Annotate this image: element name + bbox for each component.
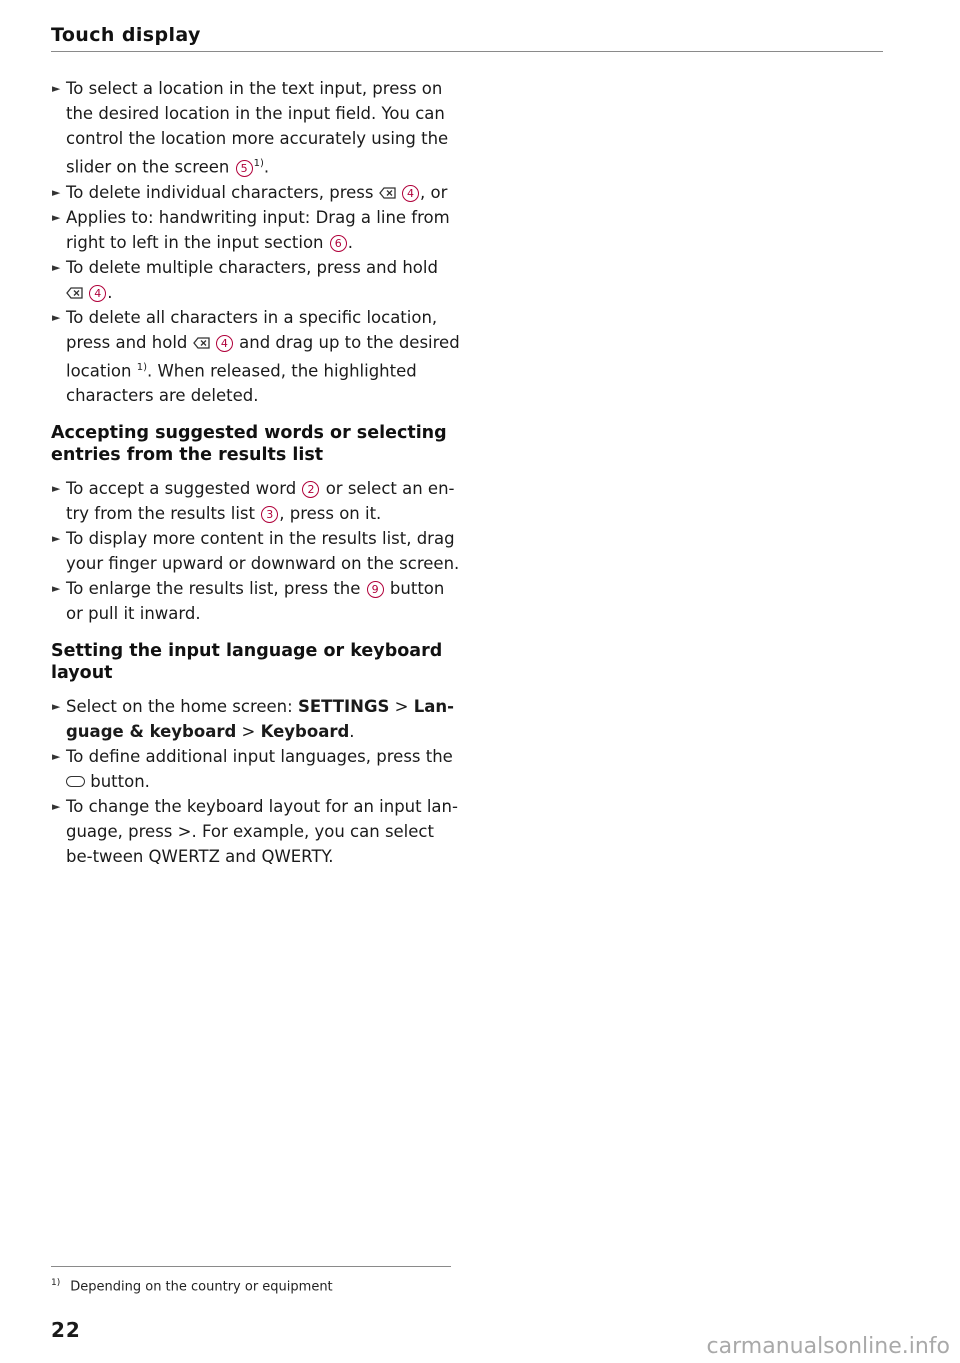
section-heading-input-language: Setting the input language or keyboard layout [51,641,443,683]
callout-number: 2 [302,481,319,498]
footnote [51,1278,333,1294]
bullet-triangle-icon: ► [52,482,61,495]
section1-list [51,76,461,408]
list-item: ► Applies to: handwriting input: Drag a line from right to left in the input section 6 . [51,205,461,255]
bullet-triangle-icon: ► [52,210,61,224]
callout-number: 4 [216,335,233,352]
footnote-ref: 1) [253,158,264,169]
bullet-triangle-icon: ► [52,700,61,713]
callout-number: 4 [89,285,106,302]
backspace-icon [66,287,83,299]
bullet-triangle-icon: ► [52,800,61,813]
menu-path-keyboard: Keyboard [260,722,350,741]
page-number: 22 [51,1318,81,1342]
content-column [51,76,461,869]
list-item: ► To display more content in the results list, drag your finger upward or downward on the screen. [51,526,461,576]
list-item: ► To enlarge the results list, press the 9 button or pull it inward. [51,576,461,626]
list-item: ► To delete multiple characters, press and hold 4 . [51,255,461,305]
bullet-triangle-icon: ► [52,532,61,545]
header-divider [51,51,883,52]
list-item: ► To delete individual characters, press 4 , or [51,180,461,205]
footnote-text: Depending on the country or equipment [70,1279,333,1295]
bullet-triangle-icon: ► [52,310,61,324]
callout-number: 6 [330,235,347,252]
callout-number: 4 [402,185,419,202]
menu-path-settings: SETTINGS [297,697,390,716]
menu-path-language-keyboard: Lan-guage & keyboard [66,697,454,741]
list-item: ► To accept a suggested word 2 or select an en-try from the results list 3 , press on it. [51,476,461,526]
page-header-title: Touch display [51,24,201,46]
section3-list [51,694,461,869]
list-item: ► To define additional input languages, press the button. [51,744,461,794]
bullet-triangle-icon: ► [52,582,61,595]
footnote-mark: 1) [51,1278,61,1288]
backspace-icon [379,187,396,199]
footnote-divider [51,1266,451,1267]
list-item: ► To delete all characters in a specific location, press and hold 4 and drag up to the desired location $^{1)}$. When released, the highlighted characters are deleted. [51,305,461,409]
bullet-triangle-icon: ► [52,260,61,274]
backspace-icon [193,337,210,349]
list-item: ► To select a location in the text input, press on the desired location in the input field. You can control the location more accurately using the slider on the screen 5 $^{1)}$. [51,76,461,180]
footnote-ref: 1) [136,361,147,373]
watermark: carmanualsonline.info [706,1334,950,1359]
list-item: ► To change the keyboard layout for an input lan-guage, press >. For example, you can select be-tween QWERTZ and QWERTY. [51,794,461,869]
list-item: ► Select on the home screen: SETTINGS > Lan-guage & keyboard > Keyboard. [51,694,461,744]
bullet-triangle-icon: ► [52,185,61,199]
toggle-switch-icon [66,776,85,787]
callout-number: 5 [236,160,253,177]
callout-number: 9 [367,581,384,598]
callout-number: 3 [261,506,278,523]
bullet-triangle-icon: ► [52,82,61,95]
bullet-triangle-icon: ► [52,750,61,763]
section-heading-suggested-words: Accepting suggested words or selecting entries from the results list [51,423,447,465]
section2-list [51,476,461,626]
